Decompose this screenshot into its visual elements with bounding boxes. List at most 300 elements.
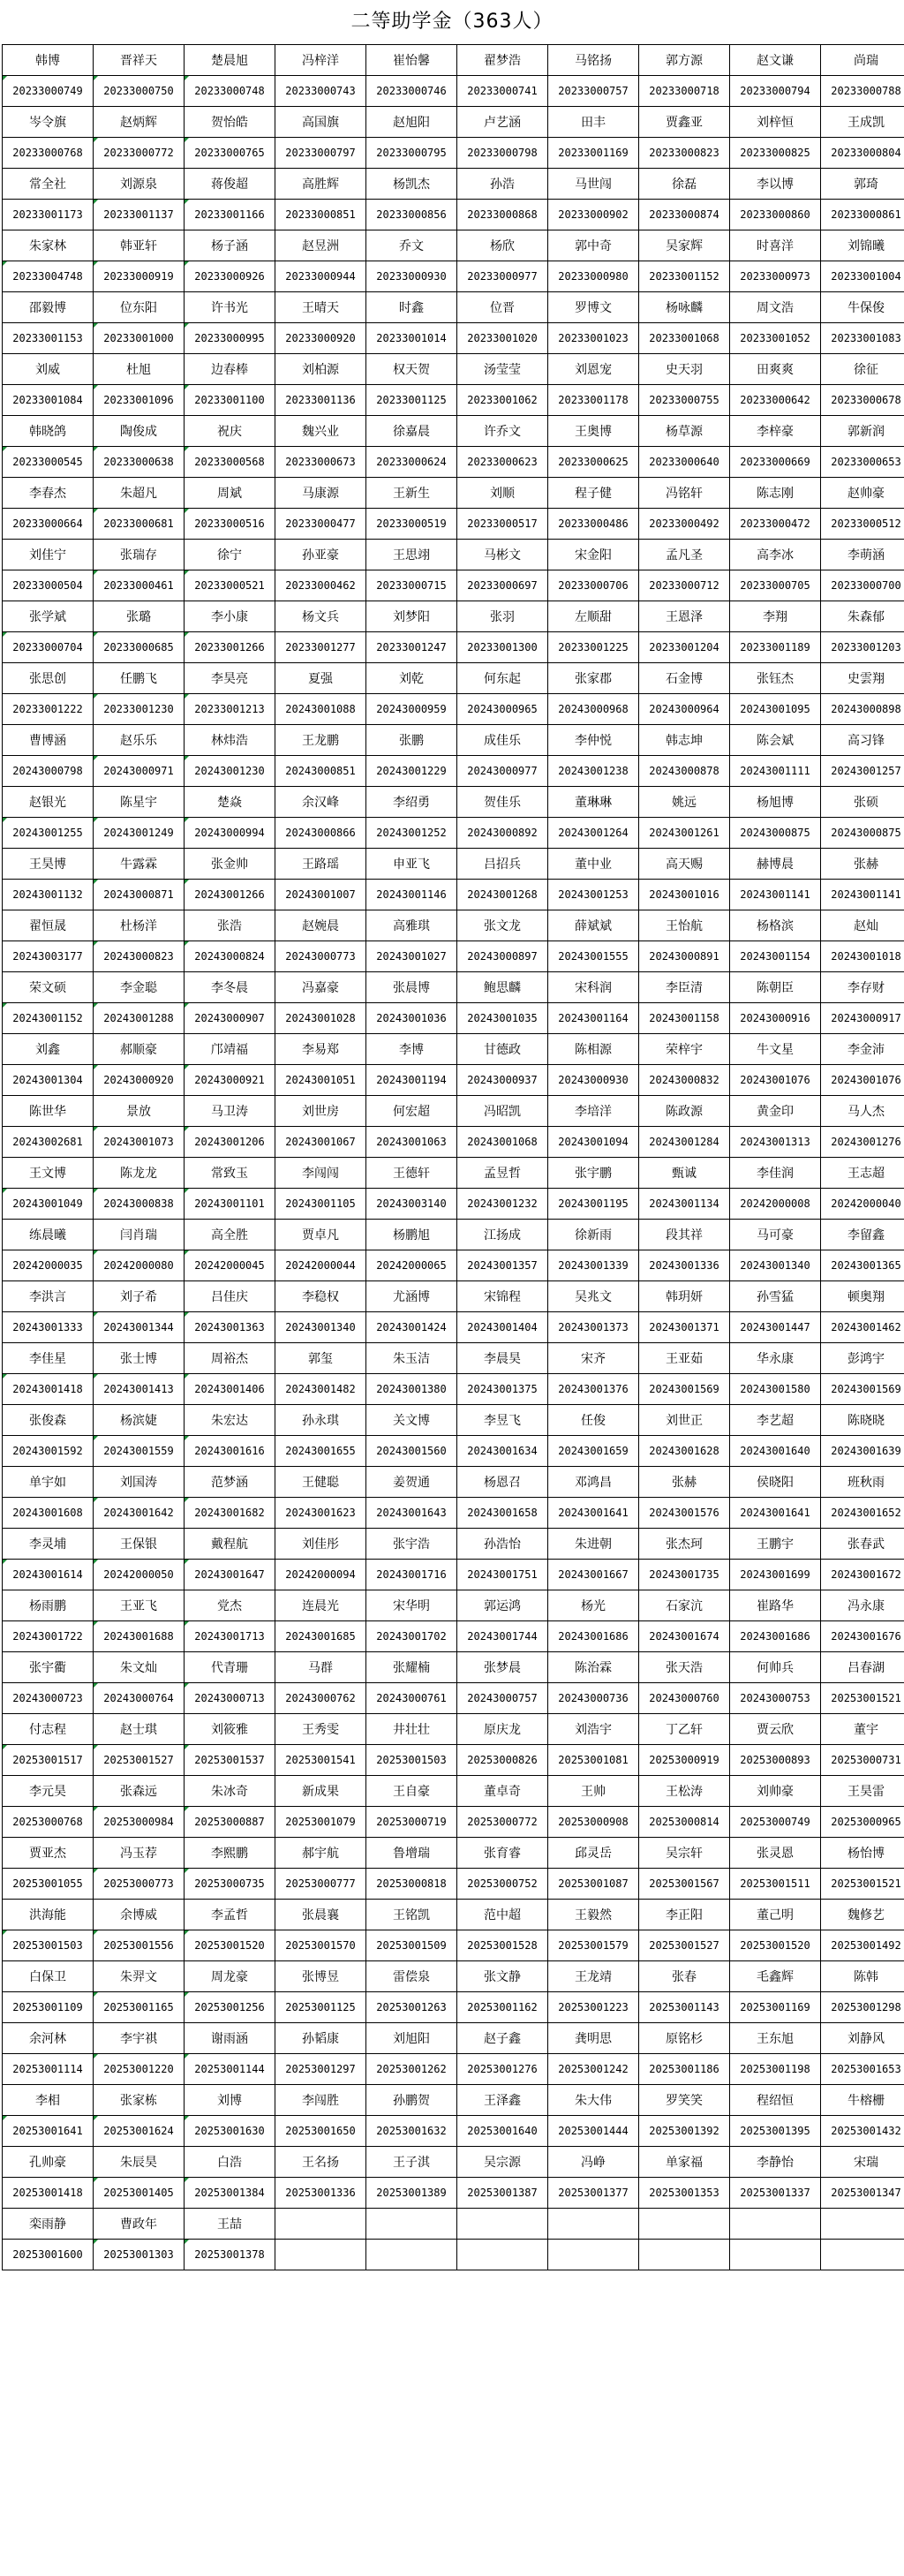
- student-id-cell: 20233000704: [3, 632, 94, 663]
- student-id-cell: 20233000516: [185, 509, 275, 540]
- student-id-cell: 20243001141: [730, 880, 821, 910]
- student-name-cell: 晋祥天: [94, 45, 185, 76]
- student-name-cell: 马卫涛: [185, 1096, 275, 1127]
- student-name-cell: 张钰杰: [730, 663, 821, 694]
- student-name-cell: 孙浩怡: [457, 1529, 548, 1560]
- student-name-cell: 赵乐乐: [94, 725, 185, 756]
- student-name-cell: 杨恩召: [457, 1467, 548, 1498]
- student-id-cell: 20233000642: [730, 385, 821, 416]
- student-name-cell: 陈世华: [3, 1096, 94, 1127]
- student-name-cell: 孟凡圣: [639, 540, 730, 570]
- student-name-cell: 常致玉: [185, 1158, 275, 1189]
- student-name-cell: 宋科润: [548, 972, 639, 1003]
- student-id-cell: 20233001247: [366, 632, 457, 663]
- student-name-cell: 楚焱: [185, 787, 275, 818]
- student-id-cell: 20233000705: [730, 570, 821, 601]
- student-id-cell: 20243001647: [185, 1560, 275, 1590]
- student-id-cell: 20243001371: [639, 1312, 730, 1343]
- student-name-cell: 陈会斌: [730, 725, 821, 756]
- name-row: [3, 972, 904, 1003]
- student-id-cell: 20253001521: [821, 1869, 904, 1900]
- student-id-cell: 20243000851: [275, 756, 366, 787]
- student-id-cell: 20233000772: [94, 138, 185, 169]
- student-id-cell: 20253001527: [94, 1745, 185, 1776]
- student-name-cell: 洪海能: [3, 1900, 94, 1930]
- student-id-cell: 20233001136: [275, 385, 366, 416]
- name-row: [3, 1961, 904, 1992]
- id-row: [3, 200, 904, 230]
- student-id-cell: 20242000035: [3, 1250, 94, 1281]
- student-name-cell: 刘博: [185, 2085, 275, 2116]
- student-id-cell: 20243001027: [366, 941, 457, 972]
- student-id-cell: 20243001018: [821, 941, 904, 972]
- student-name-cell: 牛保俊: [821, 292, 904, 323]
- student-id-cell: 20253001641: [3, 2116, 94, 2147]
- student-id-cell: 20253001144: [185, 2054, 275, 2085]
- student-id-cell: 20243001634: [457, 1436, 548, 1467]
- id-row: [3, 1436, 904, 1467]
- student-id-cell: 20243001076: [821, 1065, 904, 1096]
- student-id-cell: 20253001378: [185, 2240, 275, 2270]
- student-name-cell: 赵婉晨: [275, 910, 366, 941]
- student-name-cell: 冯梓洋: [275, 45, 366, 76]
- student-id-cell: 20243001555: [548, 941, 639, 972]
- student-id-cell: 20233001068: [639, 323, 730, 354]
- student-id-cell: 20243001016: [639, 880, 730, 910]
- student-id-cell: 20233000653: [821, 447, 904, 478]
- student-name-cell: 刘筱雅: [185, 1714, 275, 1745]
- student-id-cell: 20233001230: [94, 694, 185, 725]
- student-name-cell: 宋齐: [548, 1343, 639, 1374]
- student-id-cell: 20243001682: [185, 1498, 275, 1529]
- student-name-cell: 丁乙轩: [639, 1714, 730, 1745]
- student-name-cell: 关文博: [366, 1405, 457, 1436]
- student-name-cell: 刘佳彤: [275, 1529, 366, 1560]
- student-id-cell: 20243001229: [366, 756, 457, 787]
- student-name-cell: 徐宁: [185, 540, 275, 570]
- student-id-cell: 20233000748: [185, 76, 275, 107]
- student-id-cell: 20253001630: [185, 2116, 275, 2147]
- id-row: [3, 570, 904, 601]
- student-id-cell: 20233000624: [366, 447, 457, 478]
- student-name-cell: 王新生: [366, 478, 457, 509]
- student-id-cell: 20243001304: [3, 1065, 94, 1096]
- award-list-body: [3, 45, 904, 2270]
- student-id-cell: 20233000545: [3, 447, 94, 478]
- student-name-cell: 蒋俊超: [185, 169, 275, 200]
- student-id-cell: 20233000768: [3, 138, 94, 169]
- student-name-cell: 王晴天: [275, 292, 366, 323]
- student-id-cell: 20243001424: [366, 1312, 457, 1343]
- award-list-table: [2, 44, 904, 2270]
- student-id-cell: 20243001482: [275, 1374, 366, 1405]
- name-row: [3, 2209, 904, 2240]
- student-name-cell: 冯峥: [548, 2147, 639, 2178]
- student-id-cell: 20253001220: [94, 2054, 185, 2085]
- student-name-cell: 邵毅博: [3, 292, 94, 323]
- student-name-cell: 贺怡皓: [185, 107, 275, 138]
- student-id-cell: 20253000752: [457, 1869, 548, 1900]
- student-id-cell: 20233000706: [548, 570, 639, 601]
- student-name-cell: 王路瑶: [275, 849, 366, 880]
- student-name-cell: 王帅: [548, 1776, 639, 1807]
- student-id-cell: 20243001111: [730, 756, 821, 787]
- student-name-cell: 陈政源: [639, 1096, 730, 1127]
- student-id-cell: 20233000681: [94, 509, 185, 540]
- student-id-cell: 20253000719: [366, 1807, 457, 1838]
- name-row: [3, 601, 904, 632]
- student-name-cell: 王成凯: [821, 107, 904, 138]
- student-name-cell: 张家郡: [548, 663, 639, 694]
- student-id-cell: 20233000504: [3, 570, 94, 601]
- student-name-cell: 薛斌斌: [548, 910, 639, 941]
- student-id-cell: 20243000891: [639, 941, 730, 972]
- student-id-cell: 20253001640: [457, 2116, 548, 2147]
- student-id-cell: 20243001560: [366, 1436, 457, 1467]
- student-name-cell: 张浩: [185, 910, 275, 941]
- student-name-cell: 董己明: [730, 1900, 821, 1930]
- student-name-cell: 李宇祺: [94, 2023, 185, 2054]
- student-name-cell: 陈志刚: [730, 478, 821, 509]
- student-name-cell: [457, 2209, 548, 2240]
- student-id-cell: 20253001492: [821, 1930, 904, 1961]
- student-name-cell: 牛榕栅: [821, 2085, 904, 2116]
- student-id-cell: 20243001375: [457, 1374, 548, 1405]
- student-name-cell: 李洪言: [3, 1281, 94, 1312]
- student-id-cell: 20243001580: [730, 1374, 821, 1405]
- student-id-cell: 20243001447: [730, 1312, 821, 1343]
- student-id-cell: 20243001641: [730, 1498, 821, 1529]
- student-id-cell: 20233001014: [366, 323, 457, 354]
- student-id-cell: 20243001751: [457, 1560, 548, 1590]
- student-id-cell: [457, 2240, 548, 2270]
- name-row: [3, 292, 904, 323]
- student-id-cell: 20243001268: [457, 880, 548, 910]
- student-id-cell: 20243001643: [366, 1498, 457, 1529]
- student-id-cell: 20243001007: [275, 880, 366, 910]
- student-id-cell: 20243000823: [94, 941, 185, 972]
- student-id-cell: 20243001088: [275, 694, 366, 725]
- id-row: [3, 1250, 904, 1281]
- student-name-cell: 孙亚豪: [275, 540, 366, 570]
- student-id-cell: 20233000461: [94, 570, 185, 601]
- student-name-cell: 鲍思麟: [457, 972, 548, 1003]
- student-id-cell: 20243001063: [366, 1127, 457, 1158]
- student-name-cell: 李相: [3, 2085, 94, 2116]
- student-id-cell: 20233000700: [821, 570, 904, 601]
- student-name-cell: 王秀雯: [275, 1714, 366, 1745]
- student-id-cell: 20233001189: [730, 632, 821, 663]
- student-name-cell: 张晨博: [366, 972, 457, 1003]
- student-id-cell: 20243001576: [639, 1498, 730, 1529]
- id-row: [3, 323, 904, 354]
- student-name-cell: 郭方源: [639, 45, 730, 76]
- student-id-cell: 20253001377: [548, 2178, 639, 2209]
- student-id-cell: 20253001556: [94, 1930, 185, 1961]
- student-id-cell: 20243001406: [185, 1374, 275, 1405]
- student-id-cell: 20233000623: [457, 447, 548, 478]
- student-name-cell: 吴宗源: [457, 2147, 548, 2178]
- student-id-cell: 20253000768: [3, 1807, 94, 1838]
- student-id-cell: 20233001169: [548, 138, 639, 169]
- student-id-cell: 20243001744: [457, 1621, 548, 1652]
- name-row: [3, 230, 904, 261]
- student-name-cell: 张晨襄: [275, 1900, 366, 1930]
- name-row: [3, 45, 904, 76]
- name-row: [3, 1405, 904, 1436]
- student-name-cell: 鲁增瑞: [366, 1838, 457, 1869]
- student-id-cell: 20243000977: [457, 756, 548, 787]
- student-name-cell: 许书光: [185, 292, 275, 323]
- student-name-cell: 李孟哲: [185, 1900, 275, 1930]
- student-id-cell: 20243001132: [3, 880, 94, 910]
- student-name-cell: 江扬成: [457, 1220, 548, 1250]
- student-id-cell: 20243001616: [185, 1436, 275, 1467]
- student-id-cell: 20243001284: [639, 1127, 730, 1158]
- student-name-cell: 宋瑞: [821, 2147, 904, 2178]
- student-name-cell: 夏强: [275, 663, 366, 694]
- student-id-cell: 20243001340: [730, 1250, 821, 1281]
- student-id-cell: 20233001020: [457, 323, 548, 354]
- student-id-cell: 20253000777: [275, 1869, 366, 1900]
- id-row: [3, 2116, 904, 2147]
- student-id-cell: 20233001125: [366, 385, 457, 416]
- student-name-cell: 龚明思: [548, 2023, 639, 2054]
- student-id-cell: 20233000718: [639, 76, 730, 107]
- student-id-cell: 20243001628: [639, 1436, 730, 1467]
- student-name-cell: 孙韬康: [275, 2023, 366, 2054]
- student-name-cell: 赵旭阳: [366, 107, 457, 138]
- student-name-cell: 荣梓宇: [639, 1034, 730, 1065]
- id-row: [3, 2178, 904, 2209]
- id-row: [3, 1003, 904, 1034]
- student-id-cell: 20253001541: [275, 1745, 366, 1776]
- student-name-cell: 权天贺: [366, 354, 457, 385]
- student-id-cell: 20233000486: [548, 509, 639, 540]
- student-name-cell: 陈晓晓: [821, 1405, 904, 1436]
- student-id-cell: 20243001105: [275, 1189, 366, 1220]
- student-id-cell: 20242000050: [94, 1560, 185, 1590]
- student-name-cell: 李正阳: [639, 1900, 730, 1930]
- student-id-cell: 20243000971: [94, 756, 185, 787]
- student-id-cell: 20253001503: [3, 1930, 94, 1961]
- student-name-cell: 余博威: [94, 1900, 185, 1930]
- student-id-cell: 20243003140: [366, 1189, 457, 1220]
- student-name-cell: 王昊雷: [821, 1776, 904, 1807]
- student-id-cell: 20242000045: [185, 1250, 275, 1281]
- student-id-cell: 20243000832: [639, 1065, 730, 1096]
- student-name-cell: 张耀楠: [366, 1652, 457, 1683]
- student-name-cell: 李以博: [730, 169, 821, 200]
- student-id-cell: 20253001632: [366, 2116, 457, 2147]
- id-row: [3, 1312, 904, 1343]
- student-name-cell: 时喜洋: [730, 230, 821, 261]
- student-name-cell: 张杰珂: [639, 1529, 730, 1560]
- student-name-cell: 李培洋: [548, 1096, 639, 1127]
- id-row: [3, 1869, 904, 1900]
- student-name-cell: 宋华明: [366, 1590, 457, 1621]
- student-id-cell: 20243000773: [275, 941, 366, 972]
- student-id-cell: 20233000673: [275, 447, 366, 478]
- student-name-cell: 张博昱: [275, 1961, 366, 1992]
- student-name-cell: 韩博: [3, 45, 94, 76]
- student-name-cell: 王保银: [94, 1529, 185, 1560]
- student-name-cell: 李艺超: [730, 1405, 821, 1436]
- student-id-cell: 20253000735: [185, 1869, 275, 1900]
- student-name-cell: 王文博: [3, 1158, 94, 1189]
- student-name-cell: [730, 2209, 821, 2240]
- student-id-cell: 20243001686: [730, 1621, 821, 1652]
- student-id-cell: 20253001165: [94, 1992, 185, 2023]
- student-name-cell: 曹政年: [94, 2209, 185, 2240]
- id-row: [3, 1992, 904, 2023]
- student-name-cell: 李仲悦: [548, 725, 639, 756]
- student-id-cell: 20233000804: [821, 138, 904, 169]
- student-name-cell: 李存财: [821, 972, 904, 1003]
- student-name-cell: 杨咏麟: [639, 292, 730, 323]
- student-name-cell: 王自豪: [366, 1776, 457, 1807]
- student-id-cell: 20233000995: [185, 323, 275, 354]
- student-id-cell: 20243001195: [548, 1189, 639, 1220]
- student-id-cell: 20243000723: [3, 1683, 94, 1714]
- student-id-cell: 20253001198: [730, 2054, 821, 2085]
- name-row: [3, 1900, 904, 1930]
- student-name-cell: 单家福: [639, 2147, 730, 2178]
- student-name-cell: 李昱飞: [457, 1405, 548, 1436]
- student-name-cell: 顿奥翔: [821, 1281, 904, 1312]
- id-row: [3, 1807, 904, 1838]
- student-id-cell: 20233001166: [185, 200, 275, 230]
- student-id-cell: 20243001158: [639, 1003, 730, 1034]
- student-name-cell: 曹博涵: [3, 725, 94, 756]
- student-id-cell: 20233001203: [821, 632, 904, 663]
- name-row: [3, 2147, 904, 2178]
- student-name-cell: 郭中奇: [548, 230, 639, 261]
- student-name-cell: 邱灵岳: [548, 1838, 639, 1869]
- student-id-cell: 20233000519: [366, 509, 457, 540]
- name-row: [3, 1096, 904, 1127]
- student-name-cell: 李灵埔: [3, 1529, 94, 1560]
- student-name-cell: 罗笑笑: [639, 2085, 730, 2116]
- student-id-cell: 20243001373: [548, 1312, 639, 1343]
- student-id-cell: 20243001413: [94, 1374, 185, 1405]
- student-name-cell: 乔文: [366, 230, 457, 261]
- student-name-cell: 孙浩: [457, 169, 548, 200]
- student-name-cell: 常全社: [3, 169, 94, 200]
- student-name-cell: 董中业: [548, 849, 639, 880]
- student-name-cell: 张赫: [639, 1467, 730, 1498]
- student-name-cell: 甄诚: [639, 1158, 730, 1189]
- student-id-cell: 20253001392: [639, 2116, 730, 2147]
- student-name-cell: 杜杨洋: [94, 910, 185, 941]
- student-name-cell: 李梓豪: [730, 416, 821, 447]
- student-name-cell: 吕佳庆: [185, 1281, 275, 1312]
- student-id-cell: 20243001249: [94, 818, 185, 849]
- student-name-cell: 冯永康: [821, 1590, 904, 1621]
- student-id-cell: 20233000568: [185, 447, 275, 478]
- name-row: [3, 540, 904, 570]
- student-id-cell: 20243001036: [366, 1003, 457, 1034]
- name-row: [3, 1714, 904, 1745]
- student-id-cell: 20253001570: [275, 1930, 366, 1961]
- name-row: [3, 169, 904, 200]
- student-id-cell: 20233001096: [94, 385, 185, 416]
- student-id-cell: 20253001600: [3, 2240, 94, 2270]
- student-id-cell: 20243001363: [185, 1312, 275, 1343]
- student-id-cell: 20243001094: [548, 1127, 639, 1158]
- student-id-cell: 20243000930: [548, 1065, 639, 1096]
- student-name-cell: 申亚飞: [366, 849, 457, 880]
- name-row: [3, 1034, 904, 1065]
- student-id-cell: 20253001276: [457, 2054, 548, 2085]
- student-name-cell: 陈龙龙: [94, 1158, 185, 1189]
- student-name-cell: 赵帅豪: [821, 478, 904, 509]
- student-name-cell: 石家沆: [639, 1590, 730, 1621]
- student-id-cell: 20253001055: [3, 1869, 94, 1900]
- student-id-cell: 20243000757: [457, 1683, 548, 1714]
- student-id-cell: 20243000898: [821, 694, 904, 725]
- student-id-cell: 20243001333: [3, 1312, 94, 1343]
- student-id-cell: 20253001223: [548, 1992, 639, 2023]
- student-name-cell: 李晨昊: [457, 1343, 548, 1374]
- student-id-cell: 20243001253: [548, 880, 639, 910]
- student-name-cell: 范梦涵: [185, 1467, 275, 1498]
- student-id-cell: 20253001521: [821, 1683, 904, 1714]
- student-id-cell: 20233000492: [639, 509, 730, 540]
- student-id-cell: 20243001641: [548, 1498, 639, 1529]
- student-name-cell: 新成果: [275, 1776, 366, 1807]
- student-name-cell: 李翔: [730, 601, 821, 632]
- student-name-cell: 马彬文: [457, 540, 548, 570]
- student-id-cell: 20253001537: [185, 1745, 275, 1776]
- student-name-cell: 魏修艺: [821, 1900, 904, 1930]
- student-id-cell: 20243000907: [185, 1003, 275, 1034]
- student-name-cell: 张羽: [457, 601, 548, 632]
- student-name-cell: 刘子希: [94, 1281, 185, 1312]
- student-id-cell: 20243000838: [94, 1189, 185, 1220]
- id-row: [3, 1065, 904, 1096]
- student-id-cell: 20243001716: [366, 1560, 457, 1590]
- student-id-cell: 20233000798: [457, 138, 548, 169]
- student-id-cell: 20243001339: [548, 1250, 639, 1281]
- student-id-cell: 20233000851: [275, 200, 366, 230]
- student-id-cell: 20233000517: [457, 509, 548, 540]
- student-id-cell: 20233000860: [730, 200, 821, 230]
- name-row: [3, 354, 904, 385]
- student-name-cell: 高习锋: [821, 725, 904, 756]
- student-id-cell: 20243000968: [548, 694, 639, 725]
- student-name-cell: 周文浩: [730, 292, 821, 323]
- student-name-cell: 史天羽: [639, 354, 730, 385]
- student-id-cell: 20233000794: [730, 76, 821, 107]
- student-name-cell: 汤莹莹: [457, 354, 548, 385]
- student-name-cell: 雷偿泉: [366, 1961, 457, 1992]
- student-id-cell: 20242000044: [275, 1250, 366, 1281]
- student-id-cell: 20243001614: [3, 1560, 94, 1590]
- student-name-cell: 朱家林: [3, 230, 94, 261]
- student-name-cell: 王怡航: [639, 910, 730, 941]
- student-id-cell: 20233001023: [548, 323, 639, 354]
- student-id-cell: 20243001232: [457, 1189, 548, 1220]
- student-name-cell: 刘世房: [275, 1096, 366, 1127]
- student-name-cell: 李静怡: [730, 2147, 821, 2178]
- student-name-cell: 何东起: [457, 663, 548, 694]
- student-id-cell: 20243001146: [366, 880, 457, 910]
- student-name-cell: 任俊: [548, 1405, 639, 1436]
- student-name-cell: 刘旭阳: [366, 2023, 457, 2054]
- student-name-cell: 朱玉洁: [366, 1343, 457, 1374]
- student-id-cell: 20243000713: [185, 1683, 275, 1714]
